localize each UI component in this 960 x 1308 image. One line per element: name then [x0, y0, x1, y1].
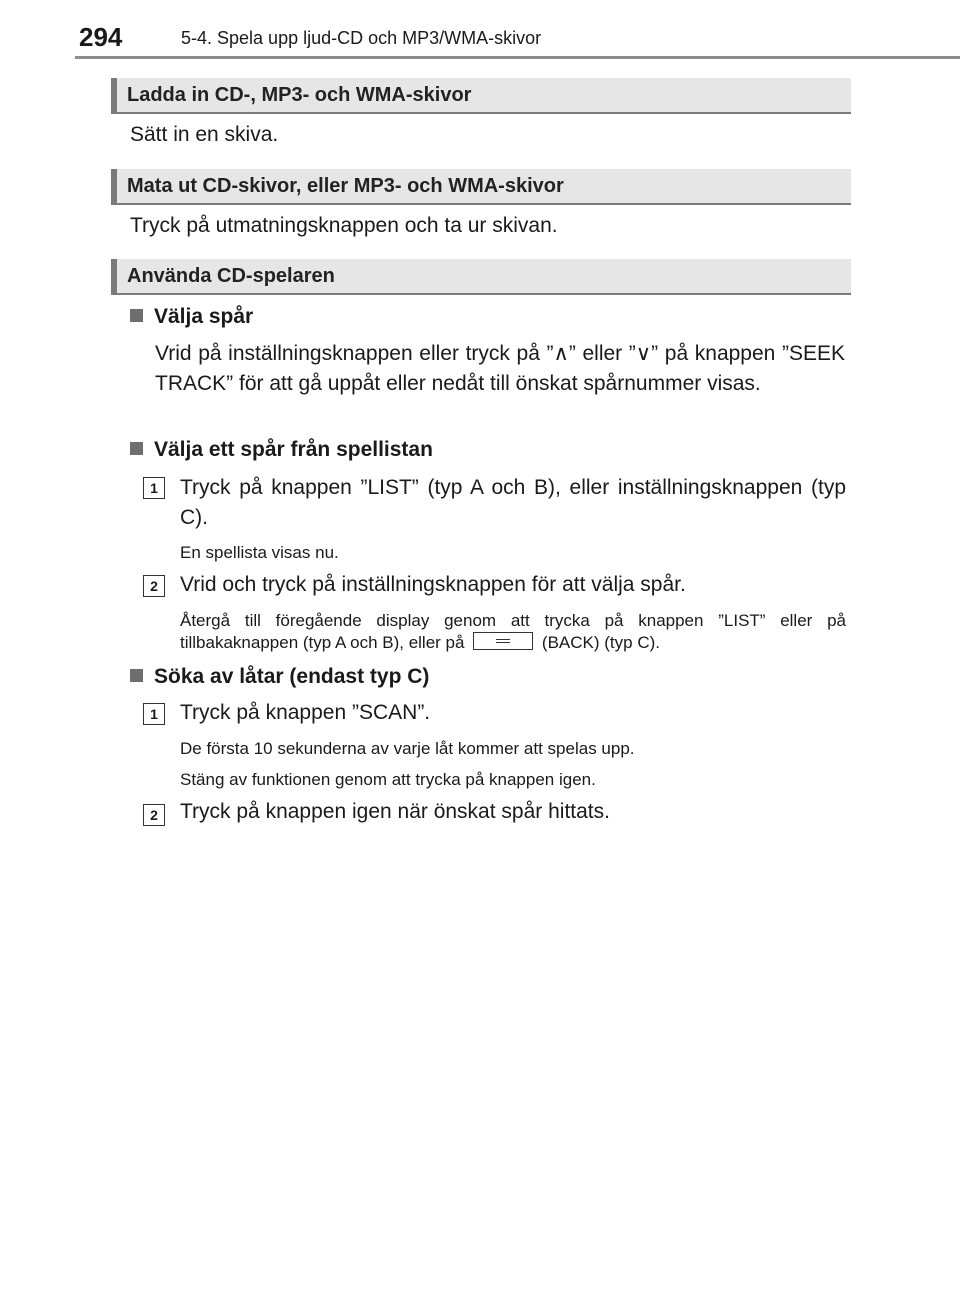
page-header [75, 18, 960, 58]
chapter-title: 5-4. Spela upp ljud-CD och MP3/WMA-skivor [181, 28, 542, 48]
subheading-text: Välja spår [154, 305, 254, 328]
section-heading-use [111, 259, 851, 295]
step-text: Tryck på knappen ”SCAN”. [180, 701, 431, 724]
step-note: Stäng av funktionen genom att trycka på knappen igen. [180, 770, 596, 789]
step-note: En spellista visas nu. [180, 543, 339, 562]
subheading-text: Söka av låtar (endast typ C) [154, 665, 430, 688]
square-bullet-icon [130, 309, 143, 322]
section-title: Mata ut CD-skivor, eller MP3- och WMA-skivor [127, 175, 564, 197]
subheading-playlist [130, 438, 433, 462]
section-accent [111, 259, 117, 293]
step-number: 2 [143, 575, 165, 597]
square-bullet-icon [130, 669, 143, 682]
header-rule [75, 56, 960, 59]
section-body-load: Sätt in en skiva. [130, 123, 279, 146]
section-heading-eject [111, 169, 851, 205]
subheading-select-track [130, 305, 253, 329]
select-track-body: Vrid på inställningsknappen eller tryck på ”∧” eller ”∨” på knappen ”SEEK TRACK” för att gå uppåt eller nedåt till önskat spårnummer visas. [155, 342, 845, 395]
step-text: Tryck på knappen igen när önskat spår hittats. [180, 800, 610, 823]
subheading-scan [130, 665, 429, 689]
square-bullet-icon [130, 442, 143, 455]
step-note: De första 10 sekunderna av varje låt kommer att spelas upp. [180, 739, 635, 758]
section-heading-load [111, 78, 851, 114]
section-body-eject: Tryck på utmatningsknappen och ta ur skivan. [130, 214, 558, 237]
section-accent [111, 78, 117, 112]
step-note [180, 610, 846, 654]
section-title: Ladda in CD-, MP3- och WMA-skivor [127, 84, 472, 106]
section-accent [111, 169, 117, 203]
step-text: Tryck på knappen ”LIST” (typ A och B), eller inställningsknappen (typ C). [180, 476, 846, 529]
step-text: Vrid och tryck på inställningsknappen för att välja spår. [180, 573, 686, 596]
page-number: 294 [79, 22, 123, 52]
step-number: 1 [143, 477, 165, 499]
step-number: 1 [143, 703, 165, 725]
step-number: 2 [143, 804, 165, 826]
subheading-text: Välja ett spår från spellistan [154, 438, 433, 461]
note-text: (BACK) (typ C). [541, 633, 660, 652]
back-button-icon [473, 632, 533, 650]
note-text: Återgå till föregående display genom att trycka på knappen ”LIST” eller på tillbakaknappen (typ A och B), eller på [180, 611, 846, 652]
section-title: Använda CD-spelaren [127, 265, 335, 287]
